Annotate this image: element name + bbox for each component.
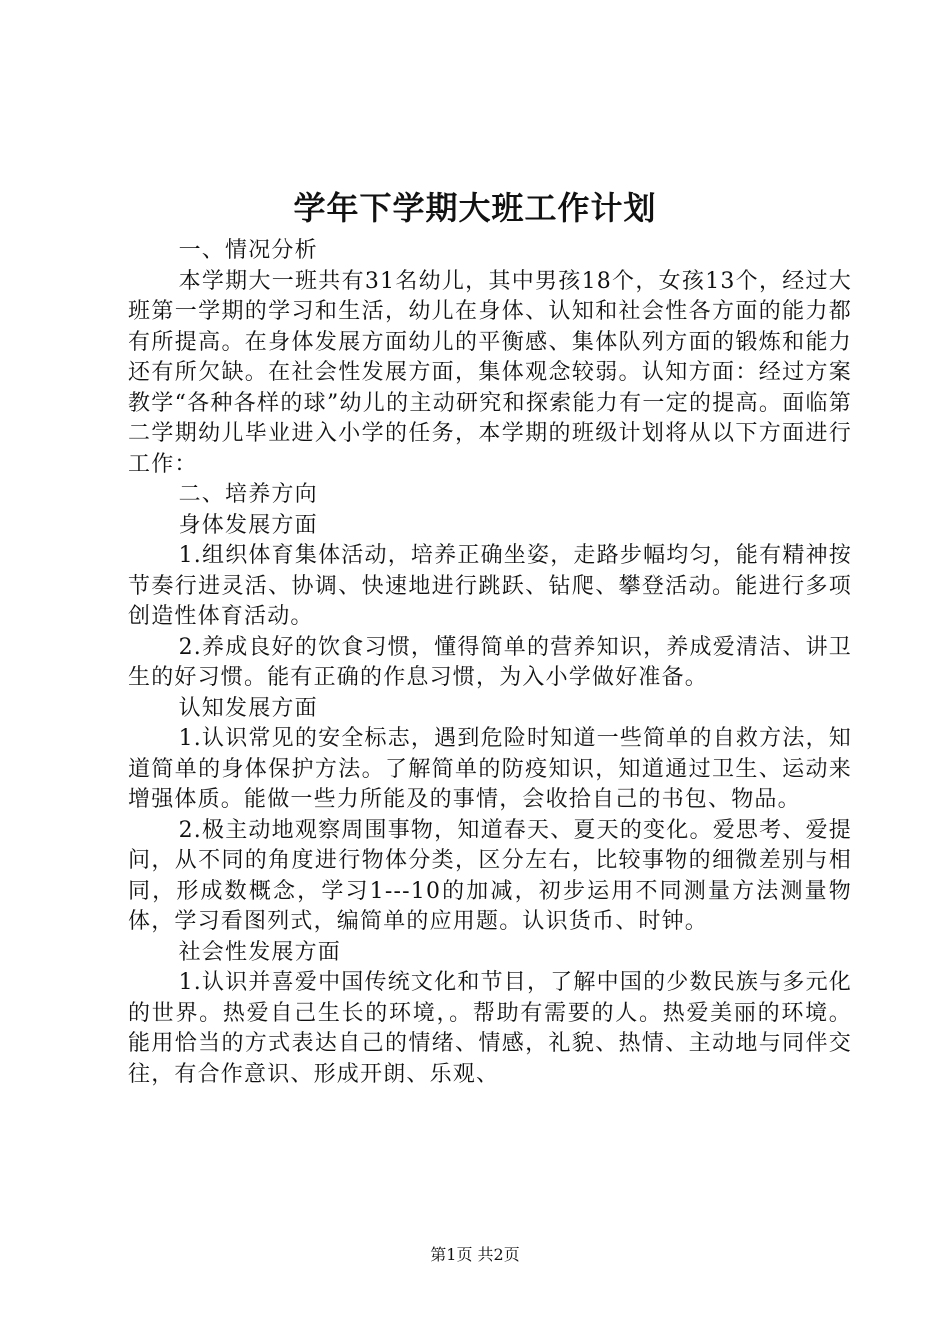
page-footer: 第1页 共2页 xyxy=(430,1245,520,1264)
document-body xyxy=(128,236,852,1090)
section-heading-direction: 二、培养方向 xyxy=(178,482,318,507)
paragraph-physical-2: 2.养成良好的饮食习惯，懂得简单的营养知识，养成爱清洁、讲卫生的好习惯。能有正确的作息习惯，为入小学做好准备。 xyxy=(128,634,852,690)
document-title: 学年下学期大班工作计划 xyxy=(293,189,657,227)
subheading-physical: 身体发展方面 xyxy=(178,512,318,538)
section-heading-situation: 一、情况分析 xyxy=(178,238,318,263)
paragraph-social-1: 1.认识并喜爱中国传统文化和节目，了解中国的少数民族与多元化的世界。热爱自己生长的环境，。帮助有需要的人。热爱美丽的环境。能用恰当的方式表达自己的情绪、情感，礼貌、热情、主动地与同伴交往，有合作意识、形成开朗、乐观、 xyxy=(128,970,852,1087)
subheading-social: 社会性发展方面 xyxy=(178,939,341,965)
paragraph-situation: 本学期大一班共有31名幼儿，其中男孩18个，女孩13个，经过大班第一学期的学习和生活，幼儿在身体、认知和社会性各方面的能力都有所提高。在身体发展方面幼儿的平衡感、集体队列方面的锻炼和能力还有所欠缺。在社会性发展方面，集体观念较弱。认知方面：经过方案教学“各种各样的球”幼儿的主动研究和探索能力有一定的提高。面临第二学期幼儿毕业进入小学的任务，本学期的班级计划将从以下方面进行工作： xyxy=(128,268,852,477)
paragraph-physical-1: 1.组织体育集体活动，培养正确坐姿，走路步幅均匀，能有精神按节奏行进灵活、协调、快速地进行跳跃、钻爬、攀登活动。能进行多项创造性体育活动。 xyxy=(128,543,852,629)
subheading-cognitive: 认知发展方面 xyxy=(178,695,318,721)
paragraph-cognitive-2: 2.极主动地观察周围事物，知道春天、夏天的变化。爱思考、爱提问，从不同的角度进行物体分类，区分左右，比较事物的细微差别与相同，形成数概念，学习1---10的加减，初步运用不同测量方法测量物体，学习看图列式，编简单的应用题。认识货币、时钟。 xyxy=(128,817,852,934)
paragraph-cognitive-1: 1.认识常见的安全标志，遇到危险时知道一些简单的自救方法，知道简单的身体保护方法。了解简单的防疫知识，知道通过卫生、运动来增强体质。能做一些力所能及的事情，会收拾自己的书包、物品。 xyxy=(128,726,852,812)
